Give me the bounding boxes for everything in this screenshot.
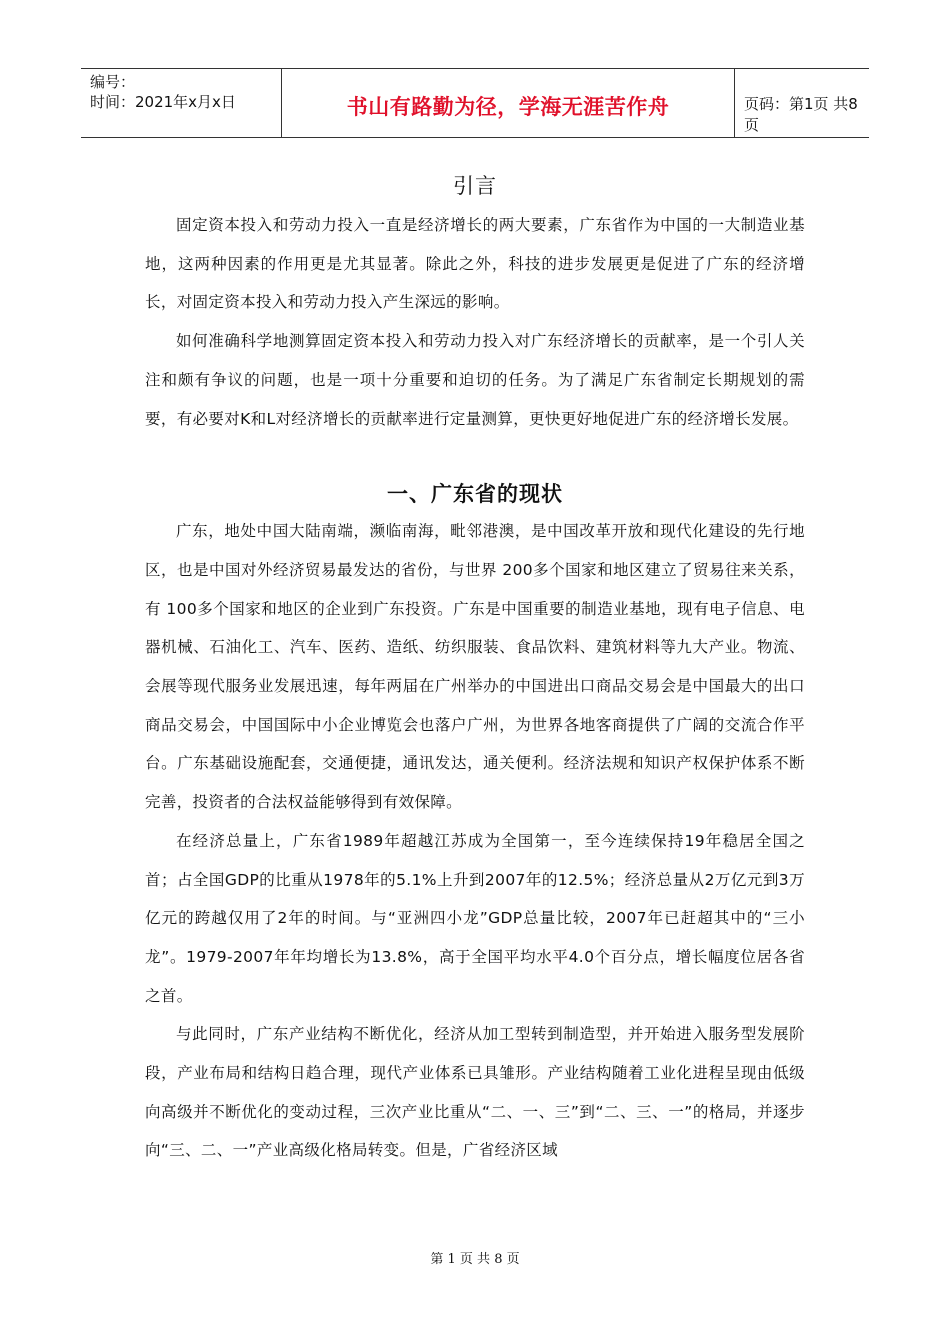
header-motto: 书山有路勤为径，学海无涯苦作舟 <box>346 95 670 119</box>
intro-paragraph: 如何准确科学地测算固定资本投入和劳动力投入对广东经济增长的贡献率，是一个引人关注和颇有争议的问题，也是一项十分重要和迫切的任务。为了满足广东省制定长期规划的需要，有必要对K和L对经济增长的贡献率进行定量测算，更快更好地促进广东的经济增长发展。 <box>145 332 805 428</box>
section-paragraph: 与此同时，广东产业结构不断优化，经济从加工型转到制造型，并开始进入服务型发展阶段，产业布局和结构日趋合理，现代产业体系已具雏形。产业结构随着工业化进程呈现由低级向高级并不断优化的变动过程，三次产业比重从“二、一、三”到“二、三、一”的格局，并逐步向“三、二、一”产业高级化格局转变。但是，广省经济区域 <box>145 1025 805 1160</box>
intro-heading: 引言 <box>453 174 497 198</box>
document-number-label: 编号： <box>90 73 136 91</box>
header-meta <box>81 69 281 137</box>
header-page-info: 页码：第1页 共8页 <box>744 95 858 134</box>
document-time-label: 时间：2021年x月x日 <box>90 93 236 111</box>
header-table <box>81 68 869 138</box>
page-footer: 第 1 页 共 8 页 <box>430 1252 520 1267</box>
section-paragraph: 广东，地处中国大陆南端，濒临南海，毗邻港澳，是中国改革开放和现代化建设的先行地区，也是中国对外经济贸易最发达的省份，与世界 200多个国家和地区建立了贸易往来关系，有 100多个国家和地区的企业到广东投资。广东是中国重要的制造业基地，现有电子信息、电器机械、石油化工、汽车、医药、造纸、纺织服装、食品饮料、建筑材料等九大产业。物流、会展等现代服务业发展迅速，每年两届在广州举办的中国进出口商品交易会是中国最大的出口商品交易会，中国国际中小企业博览会也落户广州，为世界各地客商提供了广阔的交流合作平台。广东基础设施配套，交通便捷，通讯发达，通关便利。经济法规和知识产权保护体系不断完善，投资者的合法权益能够得到有效保障。 <box>145 522 805 812</box>
header-page-cell <box>733 69 869 137</box>
intro-paragraph: 固定资本投入和劳动力投入一直是经济增长的两大要素，广东省作为中国的一大制造业基地，这两种因素的作用更是尤其显著。除此之外，科技的进步发展更是促进了广东的经济增长，对固定资本投入和劳动力投入产生深远的影响。 <box>145 216 805 312</box>
section-paragraph: 在经济总量上，广东省1989年超越江苏成为全国第一，至今连续保持19年稳居全国之首；占全国GDP的比重从1978年的5.1%上升到2007年的12.5%；经济总量从2万亿元到3万亿元的跨越仅用了2年的时间。与“亚洲四小龙”GDP总量比较，2007年已赶超其中的“三小龙”。1979-2007年年均增长为13.8%，高于全国平均水平4.0个百分点，增长幅度位居各省之首。 <box>145 831 805 1005</box>
document-body <box>145 166 805 1170</box>
header-motto-cell <box>281 69 735 137</box>
section-heading: 一、广东省的现状 <box>387 482 563 507</box>
